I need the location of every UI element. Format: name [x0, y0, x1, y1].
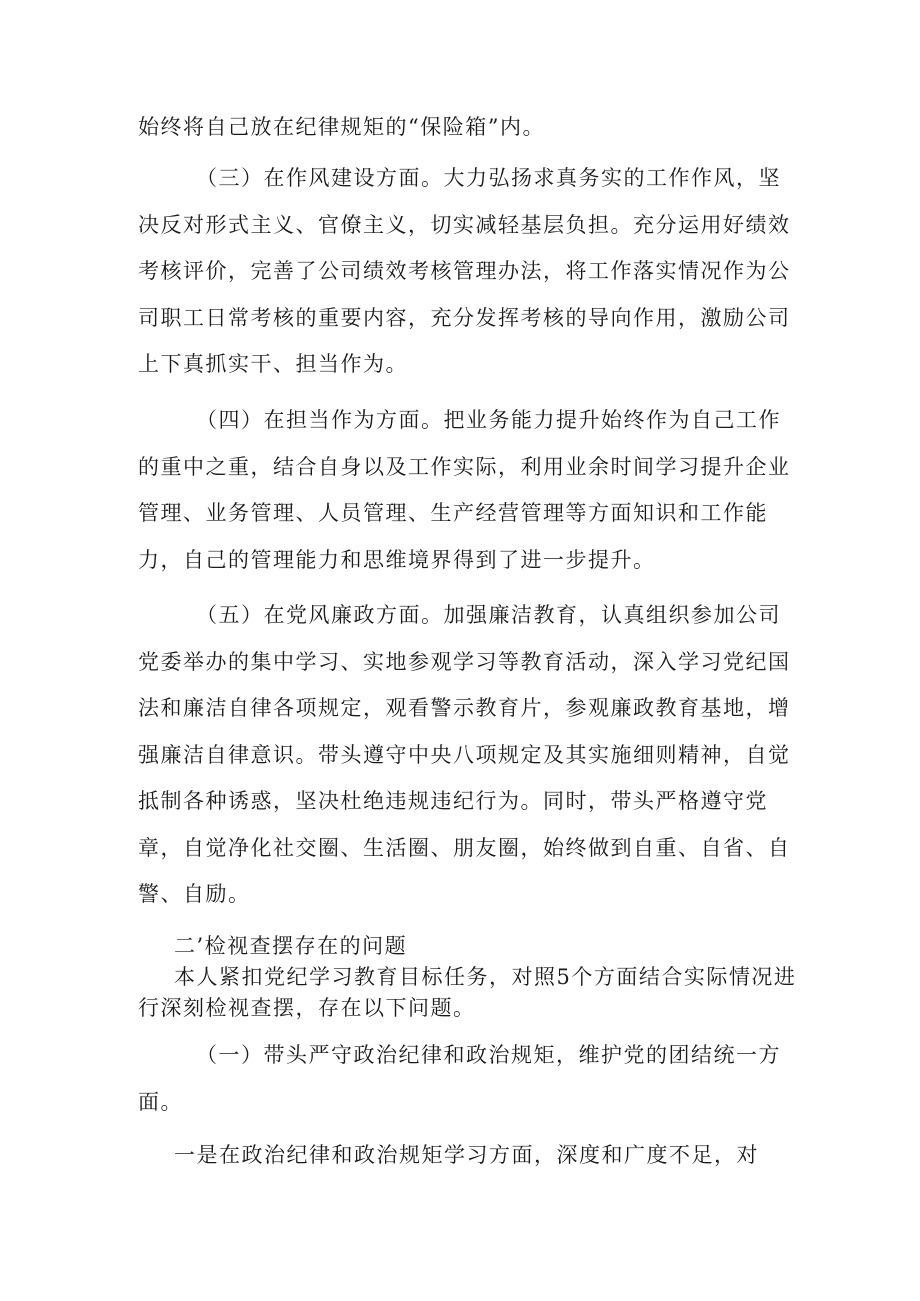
paragraph-responsibility: （四）在担当作为方面。把业务能力提升始终作为自己工作的重中之重，结合自身以及工作实际，利用业余时间学习提升企业管理、业务管理、人员管理、生产经营管理等方面知识和工作能力，自己的管理能力和思维境界得到了进一步提升。 [138, 408, 791, 572]
paragraph-political-discipline: （一）带头严守政治纪律和政治规矩，维护党的团结统一方面。 [138, 1043, 781, 1114]
paragraph-integrity: （五）在党风廉政方面。加强廉洁教育，认真组织参加公司党委举办的集中学习、实地参观学习等教育活动，深入学习党纪国法和廉洁自律各项规定，观看警示教育片，参观廉政教育基地，增强廉洁自律意识。带头遵守中央八项规定及其实施细则精神，自觉抵制各种诱惑，坚决杜绝违规违纪行为。同时，带头严格遵守党章，自觉净化社交圈、生活圈、朋友圈，始终做到自重、自省、自警、自励。 [138, 603, 791, 906]
paragraph-problems-intro: 本人紧扣党纪学习教育目标任务，对照5个方面结合实际情况进行深刻检视查摆，存在以下问题。 [138, 965, 797, 1020]
paragraph-continuation: 始终将自己放在纪律规矩的“保险箱”内。 [138, 115, 545, 139]
paragraph-style-building: （三）在作风建设方面。大力弘扬求真务实的工作作风，坚决反对形式主义、官僚主义，切实减轻基层负担。充分运用好绩效考核评价，完善了公司绩效考核管理办法，将工作落实情况作为公司职工日常考核的重要内容，充分发挥考核的导向作用，激励公司上下真抓实干、担当作为。 [138, 166, 791, 376]
section-heading-problems: 二’检视查摆存在的问题 [174, 934, 408, 958]
paragraph-point-one: 一是在政治纪律和政治规矩学习方面，深度和广度不足，对 [174, 1143, 759, 1167]
